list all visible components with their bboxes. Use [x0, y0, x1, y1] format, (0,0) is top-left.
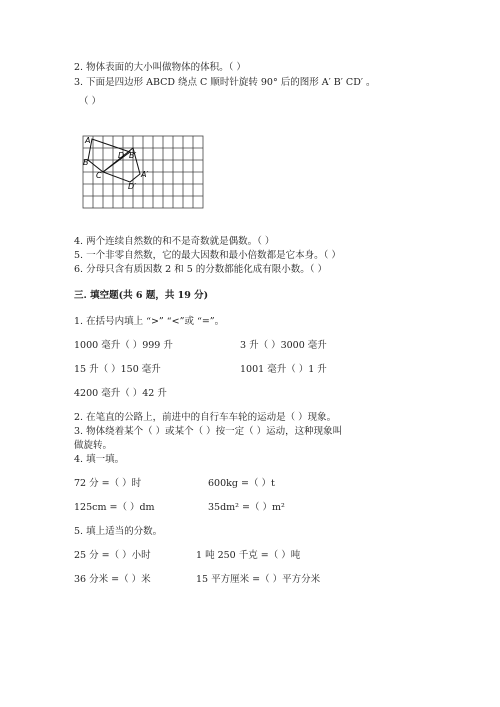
fill-q1-row3-a: 4200 毫升（ ）42 升 [74, 388, 167, 399]
label-b-prime: B′ [129, 151, 137, 160]
fill-q3-line1: 3. 物体绕着某个（ ）或某个（ ）按一定（ ）运动，这种现象叫 [74, 426, 343, 437]
fill-q5-row1-b: 1 吨 250 千克 =（ ）吨 [196, 550, 301, 561]
fill-q4-row2-b: 35dm² =（ ）m² [208, 502, 285, 513]
judge-q5: 5. 一个非零自然数，它的最大因数和最小倍数都是它本身。（ ） [74, 250, 341, 261]
judge-q6: 6. 分母只含有质因数 2 和 5 的分数都能化成有限小数。（ ） [74, 264, 328, 275]
label-d: D [118, 151, 125, 160]
judge-q3: 3. 下面是四边形 ABCD 绕点 C 顺时针旋转 90° 后的图形 A′ B′ CD′ 。 [74, 77, 376, 88]
fill-q4: 4. 填一填。 [74, 454, 125, 465]
label-a-prime: A′ [141, 170, 149, 179]
fill-q1-row2-b: 1001 毫升（ ）1 升 [240, 364, 327, 375]
fill-q4-row1-a: 72 分 =（ ）时 [74, 478, 142, 489]
fill-q3-line2: 做旋转。 [74, 440, 113, 451]
fill-q5-row2-a: 36 分米 =（ ）米 [74, 574, 151, 585]
judge-q3-blank: （ ） [79, 96, 102, 107]
fill-q1-row2-a: 15 升（ ）150 毫升 [74, 364, 161, 375]
fill-q5-row2-b: 15 平方厘米 =（ ）平方分米 [196, 574, 321, 585]
fill-q1-row1-b: 3 升（ ）3000 毫升 [240, 340, 327, 351]
label-c: C [96, 171, 102, 180]
label-d-prime: D′ [128, 182, 136, 191]
label-b: B [83, 158, 89, 167]
fill-q1: 1. 在括号内填上 “>” “<”或 “=”。 [74, 316, 225, 327]
section-title: 三. 填空题(共 6 题，共 19 分) [74, 290, 209, 301]
fill-q4-row2-a: 125cm =（ ）dm [74, 502, 155, 513]
fill-q5: 5. 填上适当的分数。 [74, 526, 163, 537]
label-a: A [85, 136, 91, 145]
judge-q4: 4. 两个连续自然数的和不是奇数就是偶数。（ ） [74, 236, 275, 247]
fill-q2: 2. 在笔直的公路上，前进中的自行车车轮的运动是（ ）现象。 [74, 412, 337, 423]
judge-q2: 2. 物体表面的大小叫做物体的体积。（ ） [74, 62, 246, 73]
fill-q1-row1-a: 1000 毫升（ ）999 升 [74, 340, 173, 351]
fill-q5-row1-a: 25 分 =（ ）小时 [74, 550, 151, 561]
rotation-grid-figure [78, 134, 208, 214]
fill-q4-row1-b: 600kg =（ ）t [208, 478, 275, 489]
